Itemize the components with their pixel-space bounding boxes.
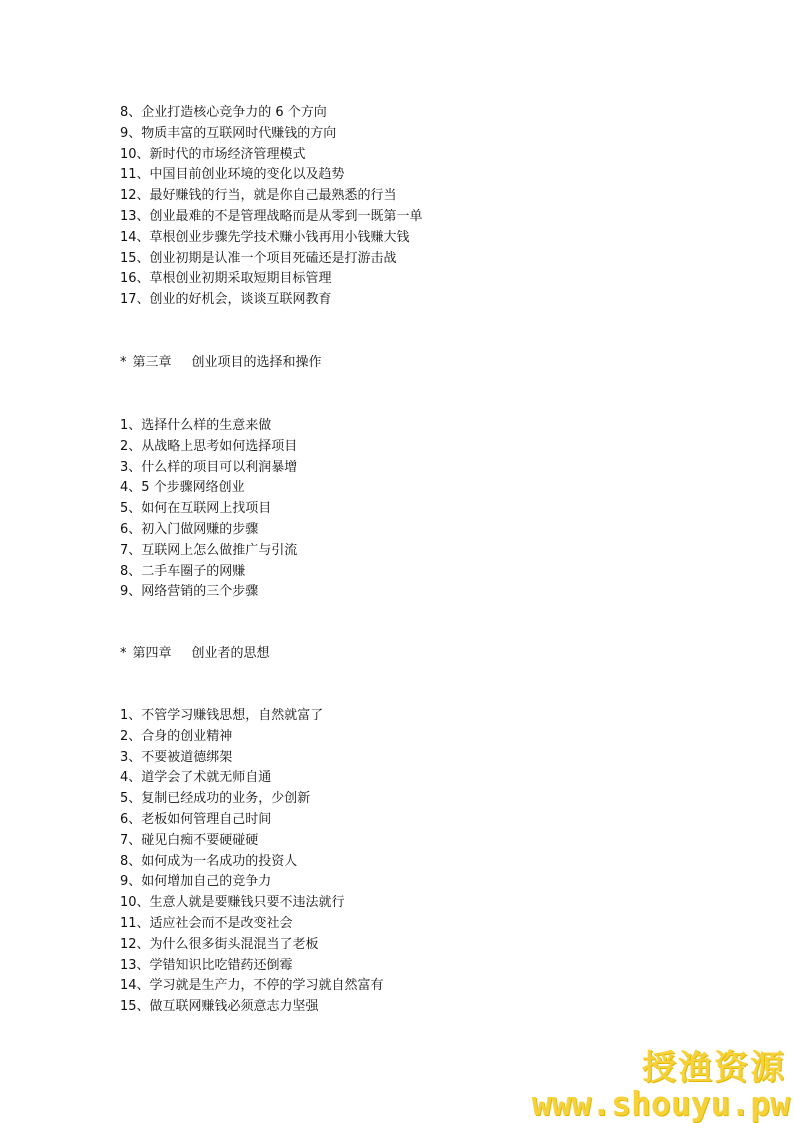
- watermark-url: www.shouyu.pw: [531, 1084, 790, 1123]
- list-item: 12、最好赚钱的行当，就是你自己最熟悉的行当: [120, 188, 397, 204]
- chapter-4-heading: [120, 644, 270, 664]
- chapter-4-label: 第四章: [132, 646, 172, 661]
- list-item: 7、碰见白痴不要硬碰硬: [120, 832, 259, 848]
- list-item: 13、学错知识比吃错药还倒霉: [120, 957, 293, 973]
- chapter-4-list: [120, 706, 384, 1018]
- list-item: 14、草根创业步骤先学技术赚小钱再用小钱赚大钱: [120, 229, 410, 245]
- list-item: 3、不要被道德绑架: [120, 749, 233, 765]
- list-item: 9、如何增加自己的竞争力: [120, 874, 272, 890]
- list-item: 9、物质丰富的互联网时代赚钱的方向: [120, 125, 337, 141]
- watermark-title: 授渔资源: [642, 1048, 786, 1088]
- list-item: 12、为什么很多街头混混当了老板: [120, 936, 319, 952]
- chapter-3-heading: [120, 353, 322, 373]
- list-item: 1、不管学习赚钱思想，自然就富了: [120, 708, 324, 723]
- list-item: 4、道学会了术就无师自通: [120, 770, 272, 786]
- chapter-3-list: [120, 416, 297, 603]
- chapter-3-label: 第三章: [132, 355, 172, 370]
- list-item: 8、二手车圈子的网赚: [120, 563, 246, 579]
- list-item: 9、网络营销的三个步骤: [120, 584, 259, 600]
- list-item: 6、老板如何管理自己时间: [120, 811, 272, 827]
- list-item: 4、5 个步骤网络创业: [120, 480, 245, 496]
- list-item: 17、创业的好机会，谈谈互联网教育: [120, 292, 332, 308]
- list-item: 5、如何在互联网上找项目: [120, 501, 272, 517]
- chapter-4-title: 创业者的思想: [191, 646, 270, 661]
- list-item: 13、创业最难的不是管理战略而是从零到一既第一单: [120, 208, 423, 224]
- bullet-star: *: [120, 646, 127, 661]
- list-item: 15、做互联网赚钱必须意志力坚强: [120, 999, 319, 1015]
- list-item: 6、初入门做网赚的步骤: [120, 521, 259, 537]
- list-item: 8、企业打造核心竞争力的 6 个方向: [120, 105, 327, 120]
- list-item: 1、选择什么样的生意来做: [120, 418, 272, 433]
- bullet-star: *: [120, 355, 127, 370]
- list-item: 15、创业初期是认准一个项目死磕还是打游击战: [120, 250, 397, 266]
- list-item: 3、什么样的项目可以利润暴增: [120, 459, 298, 475]
- list-item: 7、互联网上怎么做推广与引流: [120, 542, 298, 558]
- list-item: 8、如何成为一名成功的投资人: [120, 853, 298, 869]
- list-item: 11、适应社会而不是改变社会: [120, 915, 293, 931]
- list-item: 14、学习就是生产力，不停的学习就自然富有: [120, 978, 384, 994]
- list-item: 2、合身的创业精神: [120, 728, 233, 744]
- list-item: 2、从战略上思考如何选择项目: [120, 438, 298, 454]
- list-item: 5、复制已经成功的业务，少创新: [120, 791, 311, 807]
- list-item: 10、生意人就是要赚钱只要不违法就行: [120, 895, 345, 911]
- list-item: 10、新时代的市场经济管理模式: [120, 146, 306, 162]
- section-a-list: [120, 103, 423, 311]
- list-item: 16、草根创业初期采取短期目标管理: [120, 271, 332, 287]
- list-item: 11、中国目前创业环境的变化以及趋势: [120, 167, 345, 183]
- chapter-3-title: 创业项目的选择和操作: [191, 355, 322, 370]
